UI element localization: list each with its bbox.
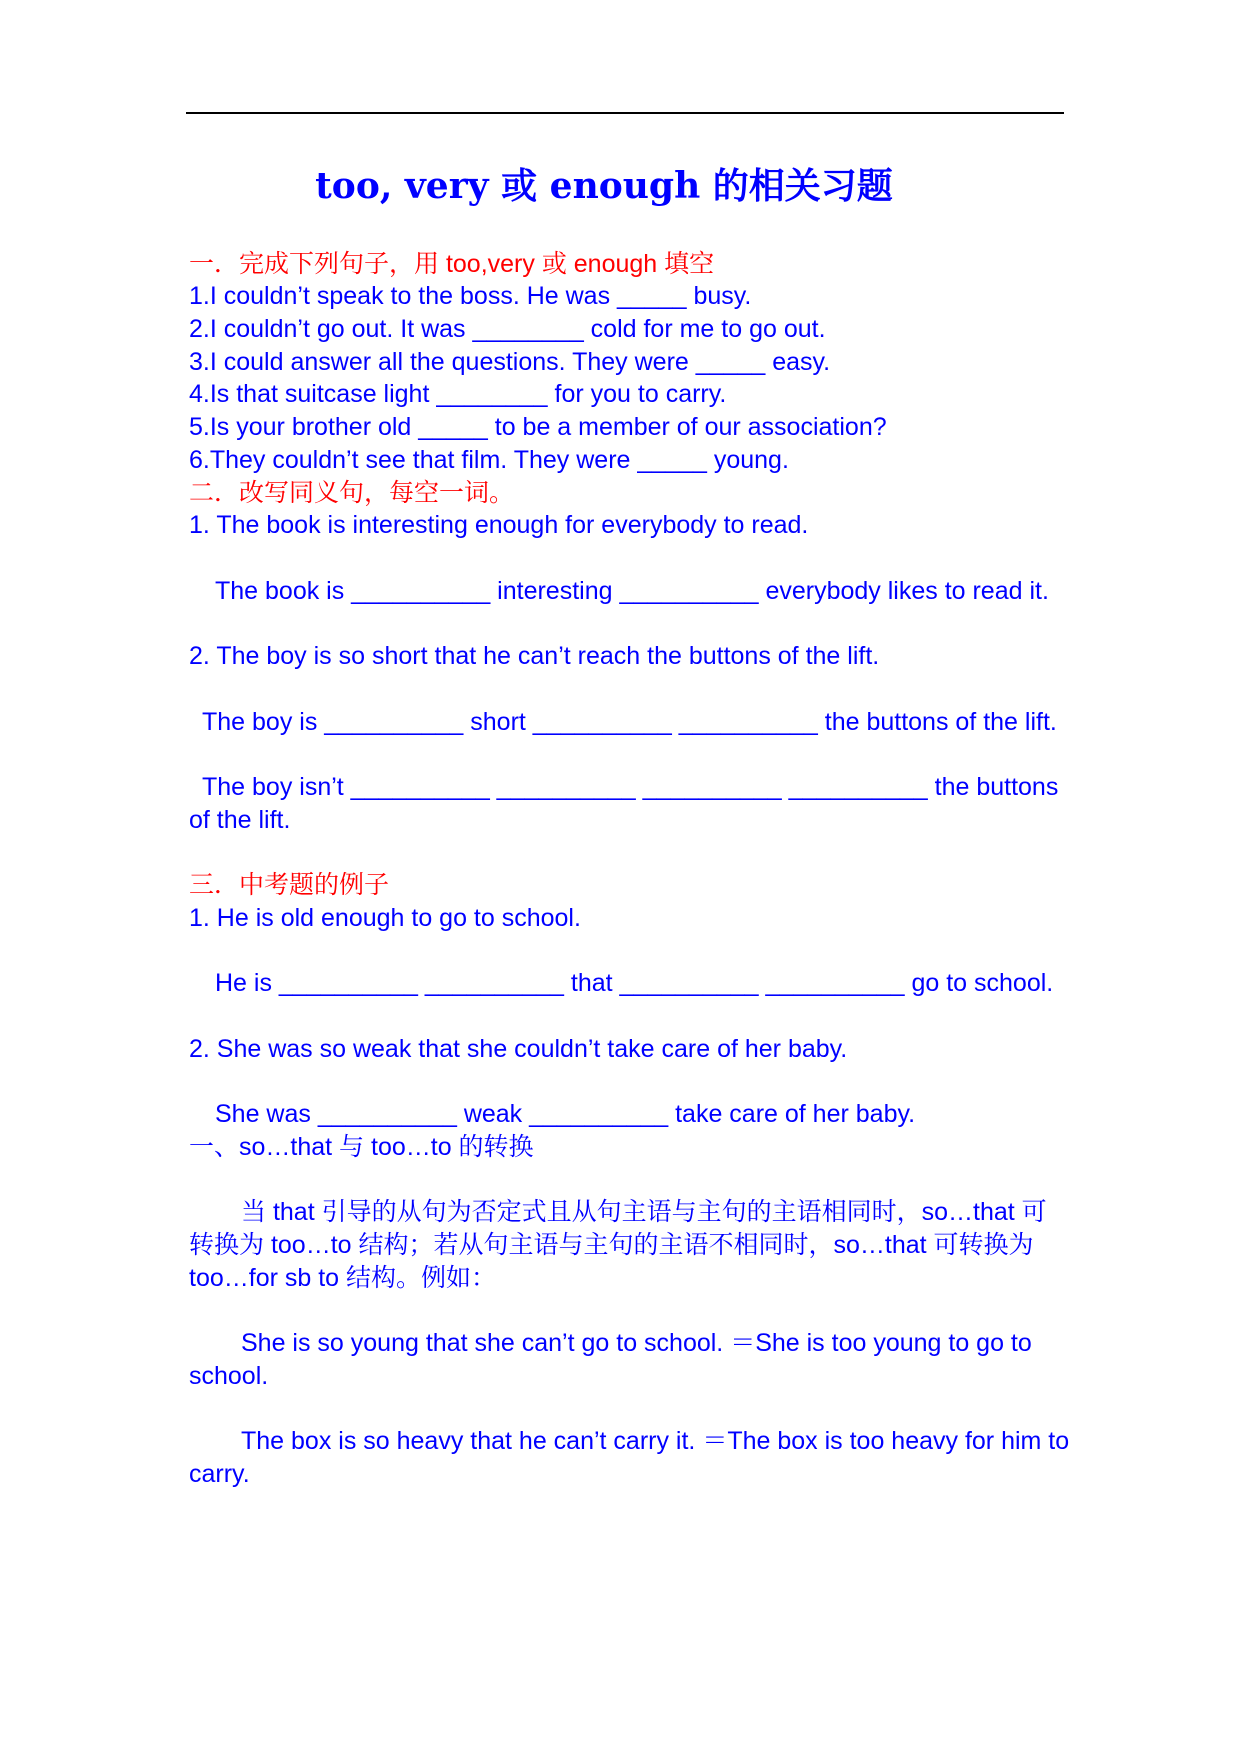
- exercise-sentence: 1. The book is interesting enough for everybody to read.: [189, 511, 809, 540]
- exercise-line: 2.I couldn’t go out. It was ________ cold for me to go out.: [189, 315, 826, 344]
- header-rule: [186, 112, 1064, 114]
- rewrite-line: The book is __________ interesting __________ everybody likes to read it.: [215, 576, 1049, 605]
- example-line-continued: school.: [189, 1362, 269, 1391]
- exercise-sentence: 1. He is old enough to go to school.: [189, 903, 581, 932]
- note-heading: 一、so…that 与 too…to 的转换: [189, 1133, 534, 1161]
- example-line-continued: carry.: [189, 1460, 250, 1489]
- note-explanation-line: 转换为 too…to 结构；若从句主语与主句的主语不相同时，so…that 可转换为: [189, 1231, 1034, 1260]
- exercise-line: 1.I couldn’t speak to the boss. He was _____ busy.: [189, 282, 752, 311]
- rewrite-line: The boy is __________ short __________ __________ the buttons of the lift.: [202, 707, 1057, 736]
- note-explanation-line: too…for sb to 结构。例如：: [189, 1263, 497, 1292]
- exercise-line: 4.Is that suitcase light ________ for you to carry.: [189, 380, 727, 409]
- rewrite-line: She was __________ weak __________ take care of her baby.: [215, 1100, 916, 1129]
- worksheet-body: [189, 248, 1070, 1491]
- section-exam-examples: [189, 869, 1064, 1131]
- rewrite-line-continued: of the lift.: [189, 805, 291, 834]
- example-line: She is so young that she can’t go to school. ＝She is too young to go to: [241, 1329, 1032, 1358]
- exercise-line: 5.Is your brother old _____ to be a member of our association?: [189, 413, 887, 442]
- rewrite-line: The boy isn’t __________ __________ __________ __________ the buttons: [202, 773, 1059, 802]
- note-explanation-line: 当 that 引导的从句为否定式且从句主语与主句的主语相同时，so…that 可: [241, 1198, 1047, 1227]
- section-heading: 三．中考题的例子: [189, 871, 390, 900]
- section-rewrite-synonymous: [189, 477, 1064, 837]
- exercise-sentence: 2. She was so weak that she couldn’t take care of her baby.: [189, 1034, 848, 1063]
- example-line: The box is so heavy that he can’t carry it. ＝The box is too heavy for him to: [241, 1427, 1070, 1456]
- exercise-line: 3.I could answer all the questions. They were _____ easy.: [189, 347, 831, 376]
- rewrite-line: He is __________ __________ that __________ __________ go to school.: [215, 969, 1054, 998]
- exercise-sentence: 2. The boy is so short that he can’t reach the buttons of the lift.: [189, 642, 880, 671]
- page-title: too, very 或 enough 的相关习题: [315, 165, 893, 207]
- section-fill-in-blanks: [189, 248, 1064, 477]
- section-heading: 一．完成下列句子，用 too,very 或 enough 填空: [189, 249, 715, 278]
- exercise-line: 6.They couldn’t see that film. They were _____ young.: [189, 445, 789, 474]
- section-heading: 二．改写同义句，每空一词。: [189, 478, 515, 507]
- section-grammar-note: [189, 1131, 1070, 1491]
